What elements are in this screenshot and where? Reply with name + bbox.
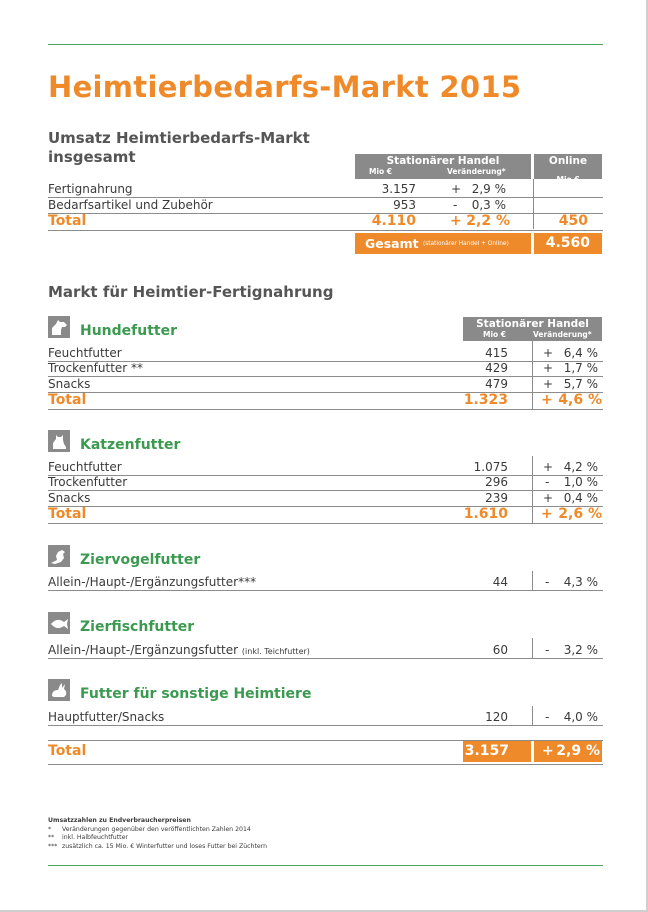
hund-row-label: Trockenfutter ** xyxy=(48,361,144,375)
footnote-mark: ** xyxy=(48,834,55,841)
sonstige-title: Futter für sonstige Heimtiere xyxy=(80,686,312,702)
katz-row-pct: 4,2 % xyxy=(563,460,598,474)
katz-row-label: Trockenfutter xyxy=(48,475,128,489)
divider xyxy=(48,409,603,410)
row-fertignahrung-label: Fertignahrung xyxy=(48,182,133,196)
header-mio: Mio € xyxy=(369,167,393,176)
katz-row-value: 1.075 xyxy=(473,460,508,474)
divider xyxy=(532,638,533,658)
sonstige-row-label: Hauptfutter/Snacks xyxy=(48,710,165,724)
header-online: Online Mio € xyxy=(534,154,602,179)
gesamt-value-box xyxy=(534,233,602,254)
cat-icon xyxy=(48,430,70,452)
bird-icon xyxy=(48,545,70,567)
header2-stationaer: Stationärer Handel Mio € Veränderung* xyxy=(463,317,602,341)
header2-veraenderung: Veränderung* xyxy=(533,330,592,339)
bottom-rule xyxy=(48,865,603,866)
zierfisch-row-label: Allein-/Haupt-/Ergänzungsfutter (inkl. Teichfutter) xyxy=(48,643,310,657)
grand-total-value: 3.157 xyxy=(464,743,509,759)
hund-row-label: Feuchtfutter xyxy=(48,346,122,360)
hund-row-value: 429 xyxy=(485,361,508,375)
footnotes-heading: Umsatzzahlen zu Endverbraucherpreisen xyxy=(48,817,191,824)
hund-row-label: Snacks xyxy=(48,377,91,391)
ziervogel-title: Ziervogelfutter xyxy=(80,552,201,568)
grand-total-pct-box xyxy=(534,741,602,762)
footnotes xyxy=(48,817,267,851)
footnote-mark: *** xyxy=(48,842,58,850)
divider xyxy=(48,230,603,231)
katz-row-pct: 1,0 % xyxy=(563,475,598,489)
header-veraenderung: Veränderung* xyxy=(447,167,506,176)
header-stationaer: Stationärer Handel Mio € Veränderung* xyxy=(355,154,531,179)
divider xyxy=(48,590,603,591)
gesamt-value: 4.560 xyxy=(545,235,590,251)
footnote-text: zusätzlich ca. 15 Mio. € Winterfutter und loses Futter bei Züchtern xyxy=(62,842,268,850)
row-bedarf-pct: 0,3 % xyxy=(471,198,506,212)
gesamt-box xyxy=(355,233,531,254)
hundefutter-title: Hundefutter xyxy=(80,323,178,339)
katz-total-pct: 2,6 % xyxy=(558,506,602,522)
row-fertignahrung-pct: 2,9 % xyxy=(471,182,506,196)
footnote-text: inkl. Halbfeuchtfutter xyxy=(62,834,128,841)
footnote-text: Veränderungen gegenüber den veröffentlichten Zahlen 2014 xyxy=(62,825,251,833)
zierfisch-row-pct: 3,2 % xyxy=(563,643,598,657)
divider xyxy=(532,571,533,590)
katzenfutter-title: Katzenfutter xyxy=(80,437,181,453)
divider xyxy=(48,523,603,524)
katz-row-label: Feuchtfutter xyxy=(48,460,122,474)
divider xyxy=(48,764,603,765)
katz-row-sign: + xyxy=(543,491,554,505)
section2-heading: Markt für Heimtier-Fertignahrung xyxy=(48,283,334,301)
section1-total-value: 4.110 xyxy=(371,213,416,229)
fish-icon xyxy=(48,612,70,634)
katz-row-value: 296 xyxy=(485,475,508,489)
gesamt-label: Gesamt xyxy=(365,236,419,251)
hund-row-sign: + xyxy=(543,361,554,375)
grand-total-label: Total xyxy=(48,743,87,759)
rabbit-icon xyxy=(48,679,70,701)
grand-total-sign: + xyxy=(542,743,554,759)
katz-row-pct: 0,4 % xyxy=(563,491,598,505)
divider xyxy=(48,658,603,659)
hund-row-value: 415 xyxy=(485,346,508,360)
katz-row-value: 239 xyxy=(485,491,508,505)
divider xyxy=(48,475,603,476)
divider xyxy=(48,213,603,214)
hund-row-sign: + xyxy=(543,377,554,391)
katz-total-value: 1.610 xyxy=(463,506,508,522)
row-bedarf-value: 953 xyxy=(393,198,416,212)
hund-row-sign: + xyxy=(543,346,554,360)
hund-total-sign: + xyxy=(541,392,553,408)
hund-row-value: 479 xyxy=(485,377,508,391)
zierfisch-row-sublabel: (inkl. Teichfutter) xyxy=(241,647,310,656)
hund-row-pct: 5,7 % xyxy=(563,377,598,391)
section1-total-label: Total xyxy=(48,213,87,229)
grand-total-value-box xyxy=(463,741,531,762)
ziervogel-row-pct: 4,3 % xyxy=(563,575,598,589)
divider xyxy=(48,490,603,491)
gesamt-sub: (stationärer Handel + Online) xyxy=(423,241,509,247)
row-bedarf-label: Bedarfsartikel und Zubehör xyxy=(48,198,213,212)
page-title: Heimtierbedarfs-Markt 2015 xyxy=(48,70,522,104)
katz-total-sign: + xyxy=(541,506,553,522)
ziervogel-row-label: Allein-/Haupt-/Ergänzungsfutter*** xyxy=(48,575,257,589)
grand-total-pct: 2,9 % xyxy=(556,743,600,759)
hund-row-pct: 6,4 % xyxy=(563,346,598,360)
section1-total-pct: 2,2 % xyxy=(466,213,510,229)
zierfisch-row-sign: - xyxy=(545,643,550,657)
section1-total-online: 450 xyxy=(558,213,588,229)
zierfisch-row-value: 60 xyxy=(492,643,508,657)
sonstige-row-pct: 4,0 % xyxy=(563,710,598,724)
dog-icon xyxy=(48,316,70,338)
section1-total-sign: + xyxy=(450,213,462,229)
sonstige-row-value: 120 xyxy=(485,710,508,724)
hund-total-label: Total xyxy=(48,392,87,408)
katz-row-sign: + xyxy=(543,460,554,474)
section1-heading: Umsatz Heimtierbedarfs-Markt insgesamt xyxy=(48,129,310,166)
katz-total-label: Total xyxy=(48,506,87,522)
row-fertignahrung-value: 3.157 xyxy=(381,182,416,196)
header2-mio: Mio € xyxy=(483,330,507,339)
divider xyxy=(48,392,603,393)
hund-total-value: 1.323 xyxy=(463,392,508,408)
divider xyxy=(48,506,603,507)
hund-total-pct: 4,6 % xyxy=(558,392,602,408)
katz-row-label: Snacks xyxy=(48,491,91,505)
hund-row-pct: 1,7 % xyxy=(563,361,598,375)
zierfisch-title: Zierfischfutter xyxy=(80,619,195,635)
sonstige-row-sign: - xyxy=(545,710,550,724)
divider xyxy=(48,725,603,726)
top-rule xyxy=(48,44,603,45)
ziervogel-row-value: 44 xyxy=(492,575,508,589)
footnote-mark: * xyxy=(48,825,52,833)
row-fertignahrung-sign: + xyxy=(451,182,462,196)
divider xyxy=(532,706,533,726)
divider xyxy=(48,376,603,377)
row-bedarf-sign: - xyxy=(453,198,458,212)
ziervogel-row-sign: - xyxy=(545,575,550,589)
katz-row-sign: - xyxy=(545,475,550,489)
